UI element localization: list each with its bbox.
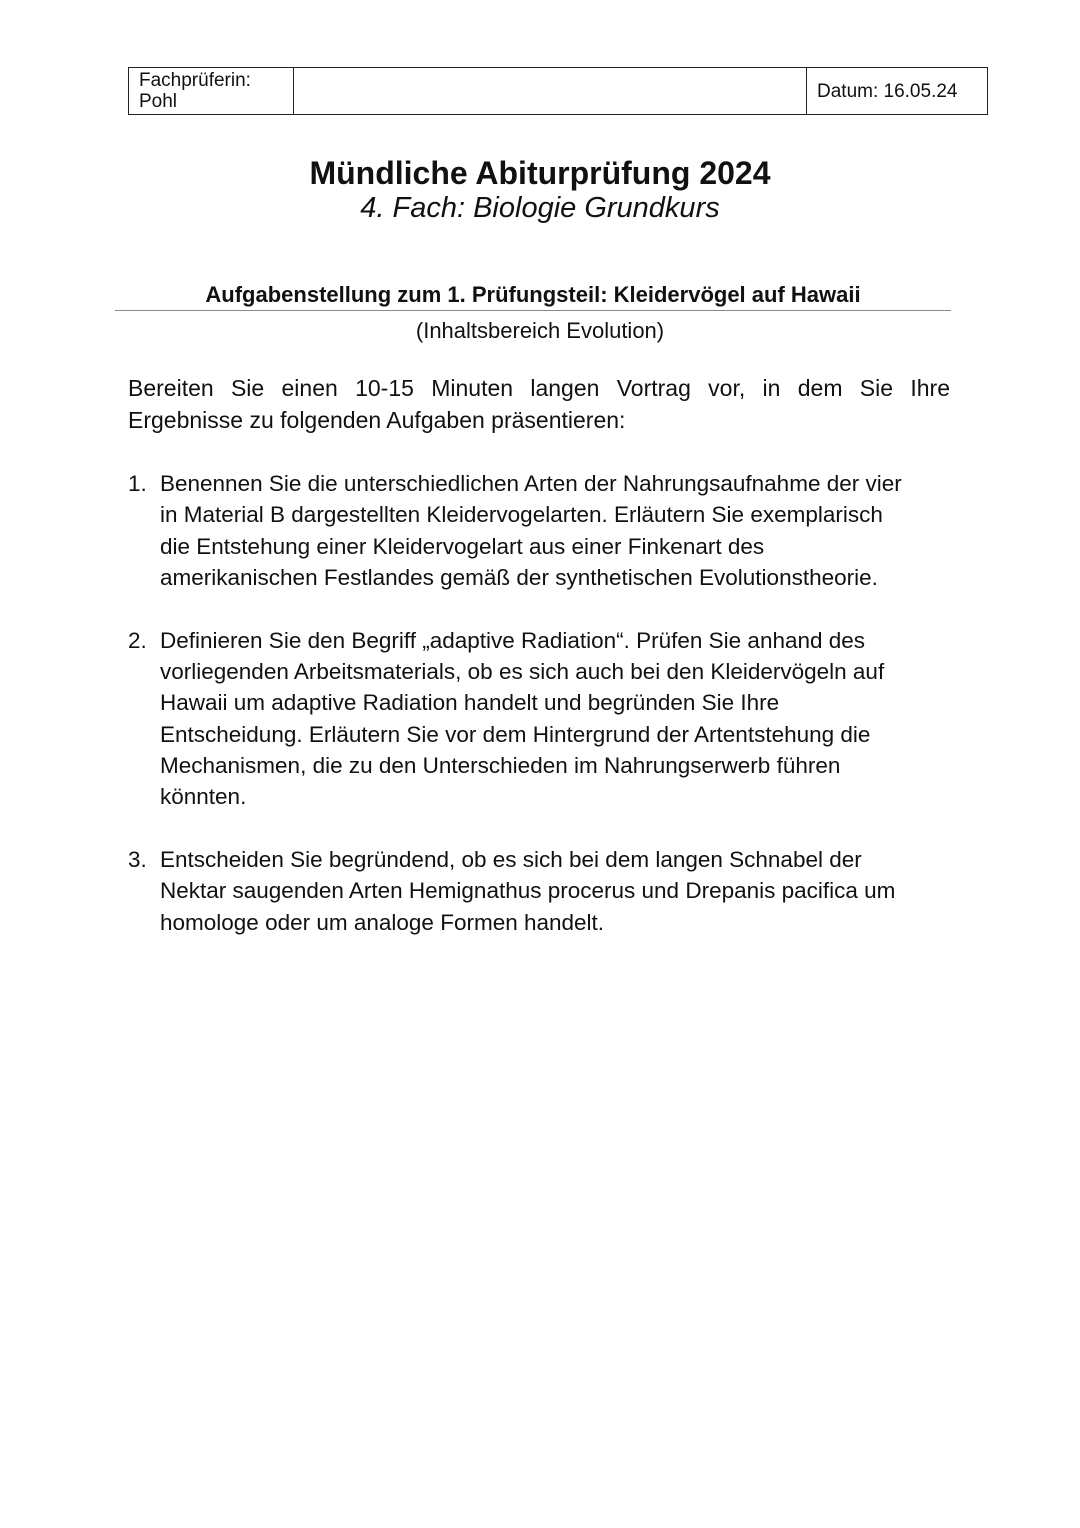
task-text-line: Mechanismen, die zu den Unterschieden im Nahrungserwerb führen — [160, 752, 841, 778]
task-item-1 — [128, 468, 948, 593]
task-text-line: die Entstehung einer Kleidervogelart aus einer Finkenart des — [160, 533, 765, 559]
task-text-line: Entscheidung. Erläutern Sie vor dem Hintergrund der Artentstehung die — [160, 721, 871, 747]
task-text-line: Nektar saugenden Arten Hemignathus procerus und Drepanis pacifica um — [160, 878, 896, 904]
task-list — [128, 468, 948, 938]
header-table — [128, 67, 988, 115]
intro-paragraph: Bereiten Sie einen 10-15 Minuten langen Vortrag vor, in dem Sie Ihre Ergebnisse zu folgenden Aufgaben präsentieren: — [128, 375, 950, 433]
task-text-line: könnten. — [160, 784, 247, 810]
task-text-line: amerikanischen Festlandes gemäß der synthetischen Evolutionstheorie. — [160, 564, 878, 590]
task-text-line: Benennen Sie die unterschiedlichen Arten der Nahrungsaufnahme der vier — [160, 471, 902, 496]
section-heading: Aufgabenstellung zum 1. Prüfungsteil: Kleidervögel auf Hawaii — [115, 281, 951, 311]
examiner-name: Pohl — [139, 91, 178, 112]
task-text-line: Hawaii um adaptive Radiation handelt und begründen Sie Ihre — [160, 690, 780, 716]
task-text-line: homologe oder um analoge Formen handelt. — [160, 909, 605, 935]
task-text-line: vorliegenden Arbeitsmaterials, ob es sich auch bei den Kleidervögeln auf — [160, 658, 885, 684]
task-text-line: Entscheiden Sie begründend, ob es sich bei dem langen Schnabel der — [160, 846, 862, 872]
header-blank-cell — [294, 68, 807, 115]
task-text-line: in Material B dargestellten Kleidervogelarten. Erläutern Sie exemplarisch — [160, 502, 883, 528]
examiner-label: Fachprüferin: — [139, 70, 251, 91]
task-number: 1. — [128, 471, 147, 496]
task-item-3 — [128, 844, 948, 938]
task-item-2 — [128, 625, 948, 813]
task-number: 2. — [128, 627, 147, 653]
exam-subtitle: 4. Fach: Biologie Grundkurs — [360, 192, 720, 224]
task-number: 3. — [128, 846, 147, 872]
exam-title: Mündliche Abiturprüfung 2024 — [309, 155, 771, 191]
task-text-line: Definieren Sie den Begriff „adaptive Radiation“. Prüfen Sie anhand des — [160, 627, 866, 653]
section-subheading: (Inhaltsbereich Evolution) — [415, 318, 665, 343]
examiner-cell — [129, 68, 294, 115]
date-cell: Datum: 16.05.24 — [807, 68, 988, 115]
